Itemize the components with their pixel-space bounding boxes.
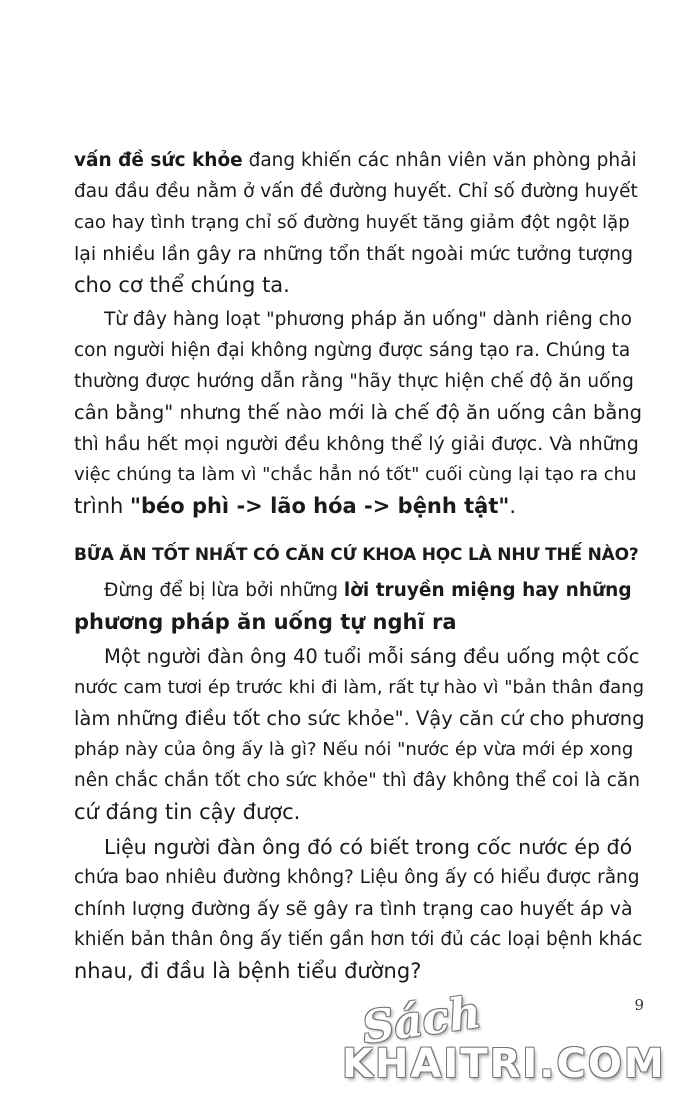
text-line: làm những điều tốt cho sức khỏe". Vậy căn cứ cho phương (74, 707, 645, 730)
text-line: đau đầu đều nằm ở vấn đề đường huyết. Chỉ số đường huyết (74, 181, 638, 202)
text-line: con người hiện đại không ngừng được sáng tạo ra. Chúng ta (74, 340, 631, 361)
text-line: khiến bản thân ông ấy tiến gần hơn tới đủ các loại bệnh khác (74, 929, 643, 950)
text-line: cao hay tình trạng chỉ số đường huyết tăng giảm đột ngột lặp (74, 212, 630, 233)
bold-phrase: vấn đề sức khỏe (74, 150, 243, 171)
page-number: 9 (634, 996, 644, 1014)
bold-phrase: phương pháp ăn uống tự nghĩ ra (74, 610, 457, 634)
bold-phrase: "béo phì -> lão hóa -> bệnh tật" (130, 494, 510, 518)
text-line: việc chúng ta làm vì "chắc hẳn nó tốt" cuối cùng lại tạo ra chu (74, 464, 637, 485)
text-line: chứa bao nhiêu đường không? Liệu ông ấy có hiểu được rằng (74, 867, 640, 888)
text-line (74, 607, 457, 637)
text-line: trình "béo phì -> lão hóa -> bệnh tật". (74, 494, 517, 518)
watermark-logo (342, 986, 672, 1095)
text-line: Một người đàn ông 40 tuổi mỗi sáng đều uống một cốc (104, 645, 640, 668)
text-line: cho cơ thể chúng ta. (74, 273, 290, 297)
text-line: Liệu người đàn ông đó có biết trong cốc nước ép đó (104, 835, 633, 859)
text-line: pháp này của ông ấy là gì? Nếu nói "nước ép vừa mới ép xong (74, 739, 634, 760)
text-line: cứ đáng tin cậy được. (74, 800, 301, 824)
text-line: Từ đây hàng loạt "phương pháp ăn uống" dành riêng cho (104, 309, 632, 330)
text-line: nên chắc chắn tốt cho sức khỏe" thì đây không thể coi là căn (74, 770, 640, 791)
bold-phrase: lời truyền miệng hay những (343, 580, 632, 601)
text-line: nước cam tươi ép trước khi đi làm, rất tự hào vì "bản thân đang (74, 677, 644, 698)
section-heading: BỮA ĂN TỐT NHẤT CÓ CĂN CỨ KHOA HỌC LÀ NHƯ THẾ NÀO? (74, 545, 639, 565)
text-line: nhau, đi đầu là bệnh tiểu đường? (74, 959, 422, 983)
watermark-brand: KHAITRI.COM (342, 1041, 666, 1087)
text-line: lại nhiều lần gây ra những tổn thất ngoài mức tưởng tượng (74, 243, 634, 265)
text-line: chính lượng đường ấy sẽ gây ra tình trạng cao huyết áp và (74, 898, 633, 920)
watermark-script: Sách (359, 986, 485, 1055)
text-line: vấn đề sức khỏe đang khiến các nhân viên văn phòng phải (74, 150, 637, 171)
text-line: thì hầu hết mọi người đều không thể lý giải được. Và những (74, 433, 639, 455)
text-line: thường được hướng dẫn rằng "hãy thực hiện chế độ ăn uống (74, 371, 634, 392)
text-line: cân bằng" nhưng thế nào mới là chế độ ăn uống cân bằng (74, 401, 643, 424)
text-line: Đừng để bị lừa bởi những lời truyền miệng hay những (104, 580, 632, 601)
